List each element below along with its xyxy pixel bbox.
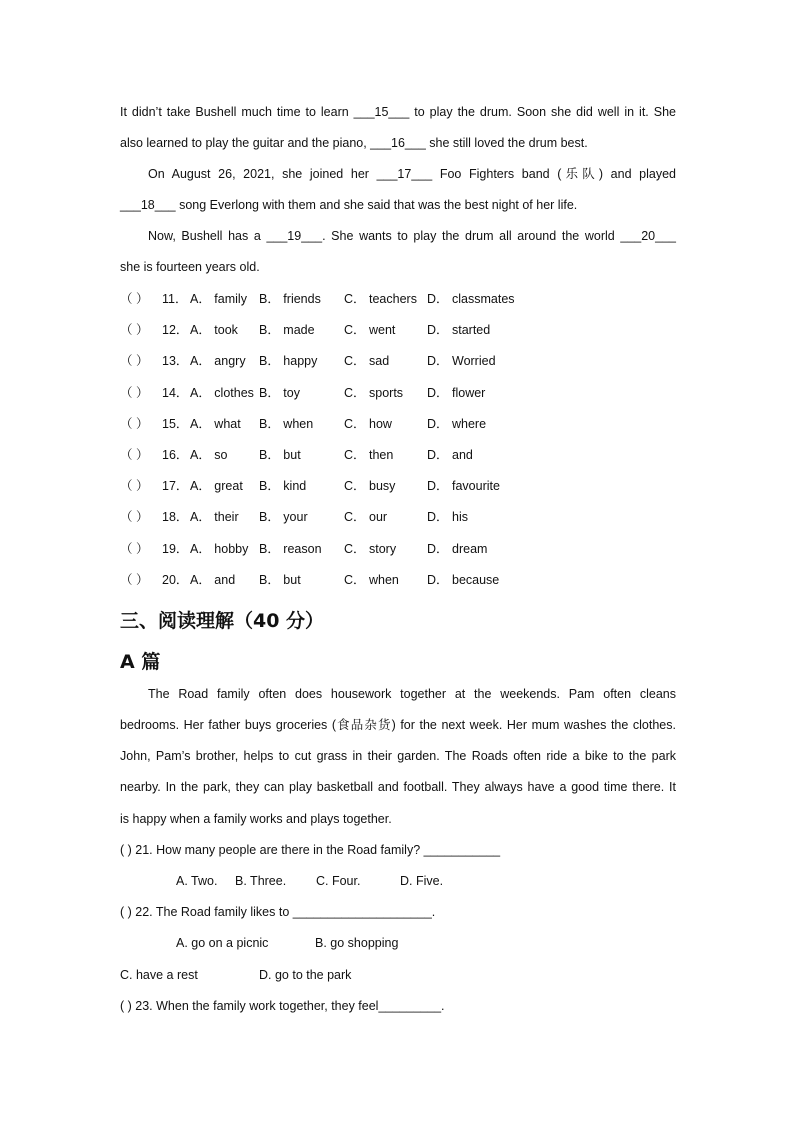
option-a: A． great xyxy=(190,479,243,494)
option-b: B． friends xyxy=(259,292,321,306)
passage-line: On August 26, 2021, she joined her ___17___ Foo Fighters band (乐队) and played xyxy=(148,167,676,181)
passage-a-line: is happy when a family works and plays together. xyxy=(120,812,392,826)
option-b: B． when xyxy=(259,416,314,431)
option-a: A． their xyxy=(190,510,239,525)
option-b: B． made xyxy=(259,323,315,338)
option-c: C． sad xyxy=(344,354,390,369)
option-d: D． dream xyxy=(427,541,488,556)
question-22: ( ) 22. The Road family likes to ____________________. xyxy=(120,905,436,919)
option-d: D. go to the park xyxy=(259,968,352,982)
answer-bracket: （ ） xyxy=(120,479,149,494)
option-d: D． classmates xyxy=(427,292,515,306)
passage-a-line: The Road family often does housework together at the weekends. Pam often cleans xyxy=(148,687,676,701)
passage-line: also learned to play the guitar and the piano, ___16___ she still loved the drum best. xyxy=(120,136,588,150)
question-number: 15． xyxy=(162,416,189,431)
answer-bracket: （ ） xyxy=(120,323,149,338)
question-number: 12． xyxy=(162,323,189,338)
option-c: C． sports xyxy=(344,385,404,400)
passage-line: ___18___ song Everlong with them and she said that was the best night of her life. xyxy=(120,198,578,212)
option-b: B． but xyxy=(259,448,301,462)
question-number: 18． xyxy=(162,510,189,525)
option-a: A. Two. xyxy=(176,874,218,888)
passage-a-line: bedrooms. Her father buys groceries (食品杂货) for the next week. Her mum washes the clothes. xyxy=(120,718,676,732)
option-b: B． but xyxy=(259,572,301,587)
option-c: C． when xyxy=(344,572,399,587)
option-c: C． then xyxy=(344,448,394,462)
answer-bracket: （ ） xyxy=(120,416,149,431)
option-d: D． favourite xyxy=(427,479,500,494)
option-b: B． kind xyxy=(259,479,307,494)
question-number: 16． xyxy=(162,448,189,462)
option-a: A． what xyxy=(190,416,241,431)
option-c: C. have a rest xyxy=(120,968,198,982)
option-a: A． took xyxy=(190,323,238,338)
question-number: 11． xyxy=(162,292,188,306)
option-a: A． angry xyxy=(190,354,246,369)
answer-bracket: （ ） xyxy=(120,354,149,369)
question-number: 20． xyxy=(162,572,189,587)
option-b: B． your xyxy=(259,510,308,525)
option-d: D． started xyxy=(427,323,491,338)
answer-bracket: （ ） xyxy=(120,448,149,462)
option-d: D． because xyxy=(427,572,500,587)
option-c: C． went xyxy=(344,323,396,338)
question-number: 13． xyxy=(162,354,189,369)
option-d: D． and xyxy=(427,448,473,462)
option-a: A． family xyxy=(190,292,247,306)
question-number: 17． xyxy=(162,479,189,494)
option-b: B． happy xyxy=(259,354,318,369)
option-b: B． toy xyxy=(259,385,300,400)
option-d: D． Worried xyxy=(427,354,496,369)
option-c: C． teachers xyxy=(344,292,417,306)
answer-bracket: （ ） xyxy=(120,510,149,525)
option-c: C． busy xyxy=(344,479,396,494)
option-a: A． clothes xyxy=(190,385,254,400)
option-d: D． where xyxy=(427,416,487,431)
option-c: C. Four. xyxy=(316,874,361,888)
answer-bracket: （ ） xyxy=(120,385,149,400)
answer-bracket: （ ） xyxy=(120,572,149,587)
passage-a-line: nearby. In the park, they can play basketball and football. They always have a good time there. It xyxy=(120,780,676,794)
option-a: A． hobby xyxy=(190,541,249,556)
passage-line: she is fourteen years old. xyxy=(120,260,260,274)
question-number: 14． xyxy=(162,385,189,400)
section-heading: 三、阅读理解（40 分） xyxy=(120,610,325,632)
option-d: D． his xyxy=(427,510,468,525)
option-a: A． and xyxy=(190,572,236,587)
question-number: 19． xyxy=(162,541,189,556)
option-b: B． reason xyxy=(259,541,322,556)
passage-line: It didn’t take Bushell much time to learn ___15___ to play the drum. Soon she did well in it. She xyxy=(120,105,676,119)
question-21: ( ) 21. How many people are there in the Road family? ___________ xyxy=(120,843,501,857)
option-d: D. Five. xyxy=(400,874,444,888)
option-c: C． how xyxy=(344,416,392,431)
option-c: C． our xyxy=(344,510,388,525)
option-a: A. go on a picnic xyxy=(176,936,269,950)
answer-bracket: （ ） xyxy=(120,292,149,306)
option-a: A． so xyxy=(190,448,228,462)
passage-line: Now, Bushell has a ___19___. She wants to play the drum all around the world ___20___ xyxy=(148,229,676,243)
option-d: D． flower xyxy=(427,385,486,400)
option-c: C． story xyxy=(344,541,397,556)
answer-bracket: （ ） xyxy=(120,541,149,556)
passage-a-heading: A 篇 xyxy=(120,651,161,673)
option-b: B. go shopping xyxy=(315,936,399,950)
option-b: B. Three. xyxy=(235,874,287,888)
passage-a-line: John, Pam’s brother, helps to cut grass in their garden. The Roads often ride a bike to the park xyxy=(120,749,676,763)
question-23: ( ) 23. When the family work together, they feel_________. xyxy=(120,999,445,1013)
